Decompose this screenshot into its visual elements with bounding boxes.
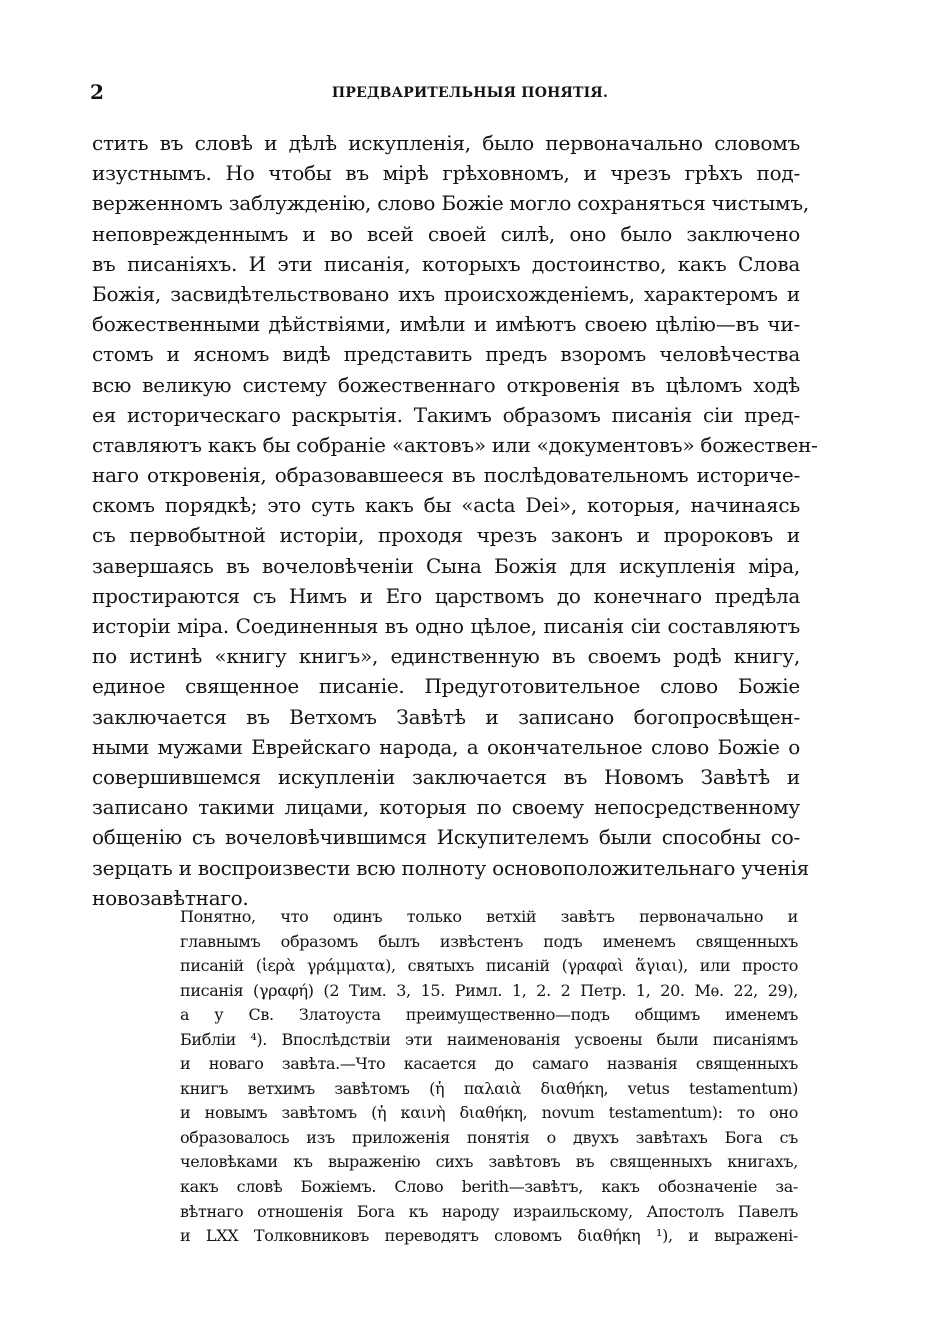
footnote-line: человѣками къ выраженію сихъ завѣтовъ въ священныхъ книгахъ, — [180, 1152, 798, 1172]
footnote-line: Библіи ⁴). Впослѣдствіи эти наименованія усвоены были писаніямъ — [180, 1029, 798, 1049]
body-line: новозавѣтнаго. — [92, 885, 249, 910]
body-line: неповрежденнымъ и во всей своей силѣ, оно было заключено — [92, 221, 800, 246]
body-line: стомъ и ясномъ видѣ представить предъ взоромъ человѣчества — [92, 342, 800, 367]
body-line: Божія, засвидѣтельствовано ихъ происхожденіемъ, характеромъ и — [92, 281, 800, 306]
footnote-line: и LXX Толковниковъ переводятъ словомъ διαθήκη ¹), и выраженi- — [180, 1226, 798, 1246]
footnote-line: книгъ ветхимъ завѣтомъ (ἡ παλαιὰ διαθήκη, vetus testamentum) — [180, 1078, 798, 1098]
body-line: заключается въ Ветхомъ Завѣтѣ и записано богопросвѣщен- — [92, 704, 800, 729]
footnote-block — [180, 905, 798, 1249]
body-line: ея историческаго раскрытія. Такимъ образомъ писанія сіи пред- — [92, 402, 800, 427]
footnote-line: Понятно, что одинъ только ветхій завѣтъ первоначально и — [180, 907, 798, 926]
body-line: изустнымъ. Но чтобы въ мірѣ грѣховномъ, и чрезъ грѣхъ под- — [92, 161, 800, 186]
main-body-text — [92, 128, 818, 913]
body-line: единое священное писаніе. Предуготовительное слово Божіе — [92, 674, 800, 699]
body-line: наго откровенія, образовавшееся въ послѣдовательномъ историче- — [92, 463, 800, 488]
footnote-line: какъ словѣ Божіемъ. Слово berith—завѣтъ, какъ обозначеніе за- — [180, 1177, 798, 1197]
footnote-line: писанія (γραφή) (2 Тим. 3, 15. Римл. 1, 2. 2 Петр. 1, 20. Мѳ. 22, 29), — [180, 980, 798, 1000]
body-line: скомъ порядкѣ; это суть какъ бы «acta Dei», которыя, начинаясь — [92, 493, 800, 518]
footnote-line: а у Св. Златоуста преимущественно—подъ общимъ именемъ — [180, 1005, 798, 1025]
body-line: ставляютъ какъ бы собраніе «актовъ» или «документовъ» божествен- — [92, 432, 818, 457]
body-line: исторіи міра. Соединенныя въ одно цѣлое, писанія сіи составляютъ — [92, 614, 800, 638]
footnote-line: образовалось изъ приложенія понятія о двухъ завѣтахъ Бога съ — [180, 1127, 798, 1147]
body-line: верженномъ заблужденію, слово Божіе могло сохраняться чистымъ, — [92, 191, 809, 216]
footnote-line: главнымъ образомъ былъ извѣстенъ подъ именемъ священныхъ — [180, 931, 798, 951]
running-head: ПРЕДВАРИТЕЛЬНЫЯ ПОНЯТІЯ. — [331, 85, 609, 101]
body-line: записано такими лицами, которыя по своему непосредственному — [92, 795, 800, 820]
body-line: по истинѣ «книгу книгъ», единственную въ своемъ родѣ книгу, — [92, 644, 800, 669]
body-line: общенію съ вочеловѣчившимся Искупителемъ были способны со- — [92, 825, 800, 850]
body-line: стить въ словѣ и дѣлѣ искупленія, было первоначально словомъ — [92, 131, 800, 155]
footnote-line: писаній (ἱερὰ γράμματα), святыхъ писаній (γραφαὶ ἅγιαι), или просто — [180, 956, 798, 976]
body-line: съ первобытной исторіи, проходя чрезъ законъ и пророковъ и — [92, 523, 800, 548]
footnote-line: и новымъ завѣтомъ (ἡ καινὴ διαθήκη, novum testamentum): то оно — [180, 1103, 798, 1123]
body-line: божественными дѣйствіями, имѣли и имѣютъ своею цѣлію—въ чи- — [92, 312, 800, 337]
footnote-line: и новаго завѣта.—Что касается до самаго названія священныхъ — [180, 1054, 798, 1074]
body-line: всю великую систему божественнаго откровенія въ цѣломъ ходѣ — [92, 372, 800, 397]
page-number: 2 — [90, 80, 104, 104]
body-line: совершившемся искупленіи заключается въ Новомъ Завѣтѣ и — [92, 764, 800, 789]
body-line: зерцать и воспроизвести всю полноту основоположительнаго ученія — [92, 855, 809, 880]
body-line: завершаясь въ вочеловѣченіи Сына Божія для искупленія міра, — [92, 553, 800, 578]
body-line: ными мужами Еврейскаго народа, а окончательное слово Божіе о — [92, 734, 800, 759]
body-line: въ писаніяхъ. И эти писанія, которыхъ достоинство, какъ Слова — [92, 251, 800, 276]
footnote-line: вѣтнаго отношенія Бога къ народу израильскому, Апостолъ Павелъ — [180, 1201, 798, 1221]
body-line: простираются съ Нимъ и Его царствомъ до конечнаго предѣла — [92, 583, 800, 608]
